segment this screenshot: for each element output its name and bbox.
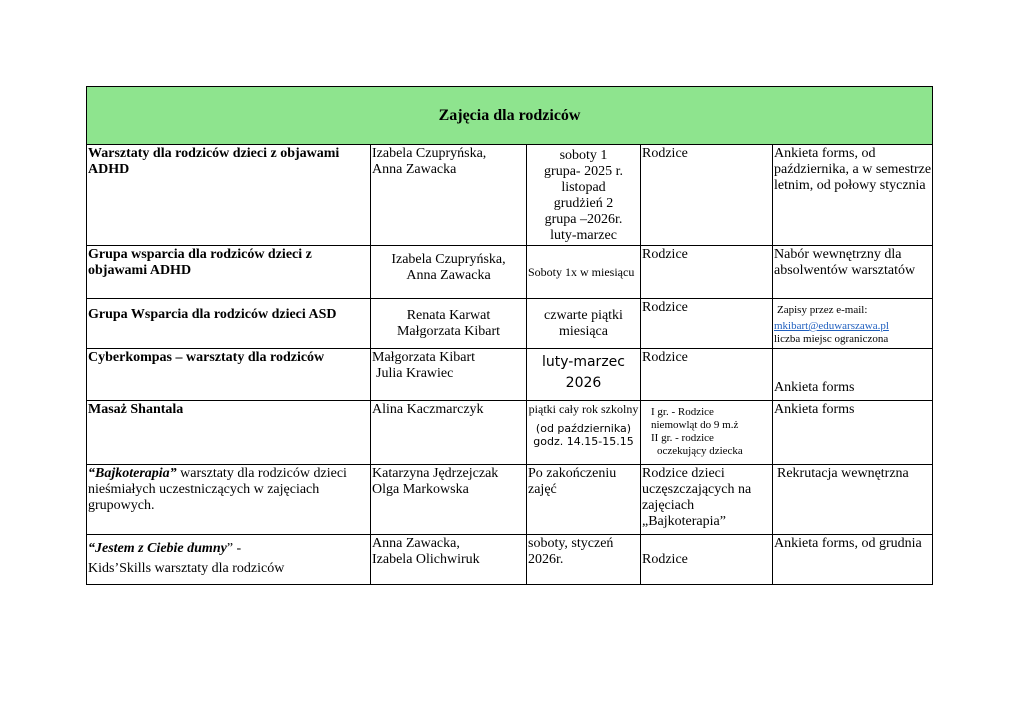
class-schedule [527,299,641,349]
class-name-suffix: ” - [226,541,242,556]
schedule-line: luty-marzec [550,228,617,243]
schedule-line: piątki cały rok szkolny [528,402,639,416]
schedule-line: Po zakończeniu [528,466,617,481]
class-name: Masaż Shantala [87,401,371,465]
class-name-title: “Bajkoterapia” [88,466,177,481]
class-name-description: warsztaty dla rodziców dzieci nieśmiałych uczestniczących w zajęciach grupowych. [88,466,347,513]
class-enrollment: Nabór wewnętrzny dla absolwentów warsztatów [773,246,933,299]
schedule-line: (od października) [535,422,632,435]
schedule-line: grupa- 2025 r. [544,164,623,179]
enrollment-intro: Zapisy przez e-mail: [777,304,868,316]
leader: Anna Zawacka, [372,536,460,551]
class-schedule [527,145,641,246]
leader: Izabela Czupryńska, [391,252,506,267]
leader: Julia Krawiec [376,366,454,381]
class-leaders [371,145,527,246]
audience-line: I gr. - Rodzice [651,406,714,418]
schedule-line: Soboty 1x w miesiącu [528,265,635,279]
class-name [87,465,371,535]
schedule-line: soboty, styczeń [528,536,614,551]
table-row [87,465,933,535]
schedule-line: luty-marzec [542,354,625,370]
class-leaders [371,299,527,349]
table-row [87,299,933,349]
class-name-description: Kids’Skills warsztaty dla rodziców [88,561,285,576]
leader: Olga Markowska [372,482,469,497]
class-name: Grupa wsparcia dla rodziców dzieci z objawami ADHD [87,246,371,299]
class-leaders [371,401,527,465]
class-enrollment: Ankieta forms, od października, a w semestrze letnim, od połowy stycznia [773,145,933,246]
schedule-line: grudżień 2 [553,196,614,211]
class-leaders [371,349,527,401]
class-schedule [527,349,641,401]
table-header-row [87,87,933,145]
schedule-line: zajęć [528,482,557,497]
schedule-line: listopad [561,180,606,195]
leader: Anna Zawacka [372,162,457,177]
leader: Izabela Czupryńska, [372,146,487,161]
table-row [87,145,933,246]
leader: Renata Karwat [406,308,491,323]
class-audience: Rodzice [641,535,773,585]
class-name [87,535,371,585]
leader: Katarzyna Jędrzejczak [372,466,499,481]
class-enrollment: Ankieta forms [773,349,933,401]
class-enrollment: Ankieta forms, od grudnia [773,535,933,585]
class-name: Warsztaty dla rodziców dzieci z objawami ADHD [87,145,371,246]
email-link[interactable]: mkibart@eduwarszawa.pl [774,320,889,332]
leader: Alina Kaczmarczyk [372,402,484,417]
class-leaders [371,246,527,299]
class-name-title: “Jestem z Ciebie dumny [88,541,227,556]
class-name: Grupa Wsparcia dla rodziców dzieci ASD [87,299,371,349]
class-leaders [371,465,527,535]
schedule-line: 2026 [565,375,602,391]
leader: Małgorzata Kibart [372,350,476,365]
schedule-line: czwarte piątki [544,308,623,323]
class-schedule [527,401,641,465]
class-audience: Rodzice [641,299,773,349]
class-enrollment [773,299,933,349]
audience-line: oczekujący dziecka [657,445,743,457]
class-schedule [527,246,641,299]
class-enrollment: Ankieta forms [773,401,933,465]
enrollment-note: liczba miejsc ograniczona [774,333,889,345]
class-leaders [371,535,527,585]
schedule-line: miesiąca [559,324,608,339]
leader: Małgorzata Kibart [396,324,500,339]
class-audience: Rodzice [641,246,773,299]
leader: Anna Zawacka [406,268,491,283]
schedule-line: soboty 1 [559,148,608,163]
table-row [87,349,933,401]
class-audience: Rodzice [641,349,773,401]
schedule-line: grupa –2026r. [544,212,623,227]
class-schedule [527,535,641,585]
class-audience: Rodzice [641,145,773,246]
class-schedule [527,465,641,535]
audience-line: niemowląt do 9 m.ż [651,419,739,431]
schedule-line: 2026r. [528,552,564,567]
leader: Izabela Olichwiruk [372,552,480,567]
class-name: Cyberkompas – warsztaty dla rodziców [87,349,371,401]
class-audience: Rodzice dzieci uczęszczających na zajęciach „Bajkoterapia” [641,465,773,535]
table-row [87,535,933,585]
class-audience [641,401,773,465]
class-enrollment: Rekrutacja wewnętrzna [773,465,933,535]
table-row [87,246,933,299]
audience-line: II gr. - rodzice [651,432,714,444]
parent-classes-table [86,86,933,585]
table-row [87,401,933,465]
table-title: Zajęcia dla rodziców [87,87,933,145]
schedule-line: godz. 14.15-15.15 [533,435,634,448]
